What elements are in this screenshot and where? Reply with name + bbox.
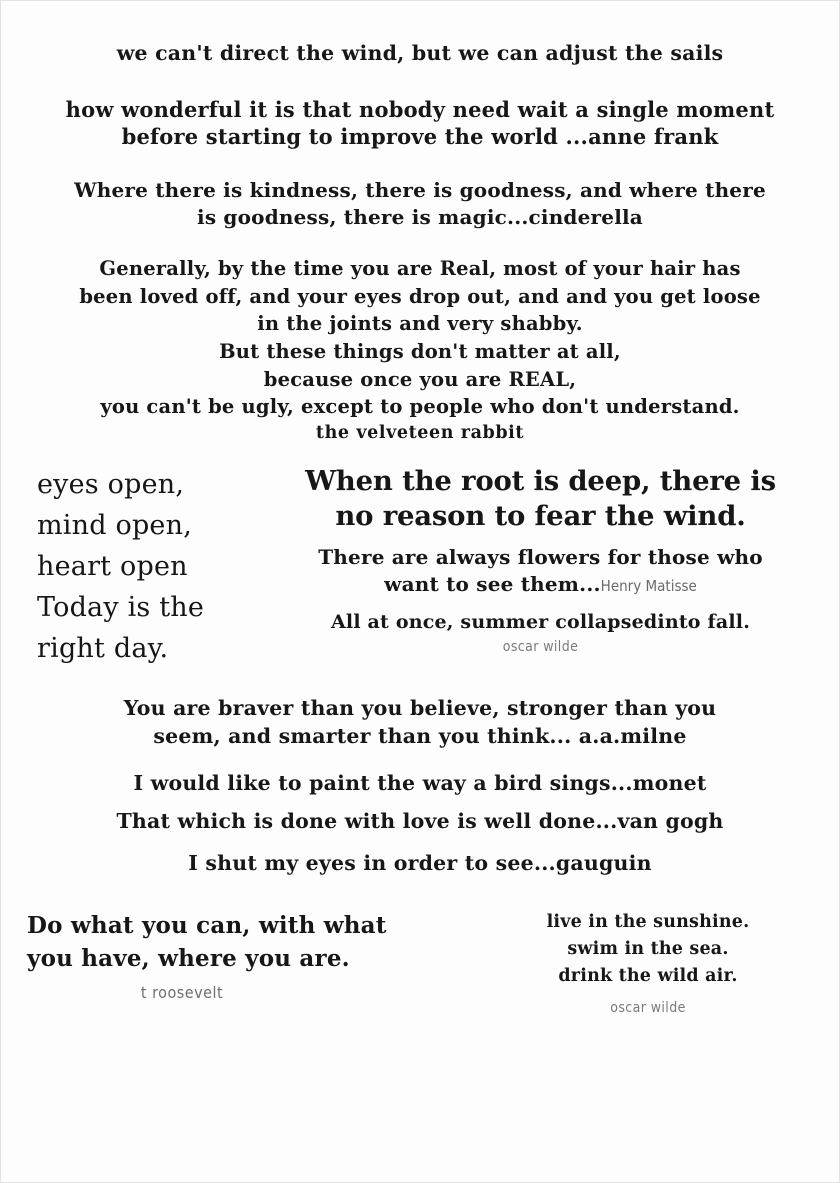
- quote-line: live in the sunshine.: [546, 911, 750, 932]
- middle-right-column: [268, 464, 813, 655]
- quote-line: All at once, summer collapsedinto fall.: [330, 611, 751, 634]
- quote-line: eyes open,: [37, 469, 185, 500]
- quote-line: But these things don't matter at all,: [219, 340, 621, 364]
- quote-line: Today is the: [37, 592, 205, 624]
- quote-line: in the joints and very shabby.: [257, 312, 583, 336]
- quote-monet: [21, 771, 819, 795]
- quote-matisse: [268, 544, 813, 597]
- quote-milne: [21, 695, 819, 750]
- quote-line: right day.: [37, 633, 169, 665]
- quote-attribution: oscar wilde: [610, 999, 686, 1016]
- quote-attribution: oscar wilde: [502, 639, 579, 656]
- quote-line: When the root is deep, there is: [305, 465, 776, 497]
- quote-line: been loved off, and your eyes drop out, and and you get loose: [79, 284, 761, 308]
- quote-velveteen-rabbit: [21, 255, 819, 446]
- quote-line: Where there is kindness, there is goodness, and where there: [74, 178, 766, 203]
- quote-line: I shut my eyes in order to see...gauguin: [188, 850, 652, 875]
- quote-line-text: want to see them...: [384, 571, 601, 596]
- quote-gauguin: [21, 851, 819, 875]
- quote-wilde-sunshine: [483, 909, 813, 1016]
- quote-wind: [21, 41, 819, 66]
- quote-line: how wonderful it is that nobody need wait a single moment: [65, 96, 775, 122]
- quote-root-deep: [268, 464, 813, 534]
- quote-line: heart open: [37, 551, 188, 583]
- quote-line: That which is done with love is well done...van gogh: [116, 808, 724, 833]
- quote-line: swim in the sea.: [567, 938, 729, 959]
- quote-line: You are braver than you believe, stronger than you: [123, 696, 717, 721]
- quote-anne-frank: [21, 96, 819, 151]
- quote-line: no reason to fear the wind.: [335, 500, 746, 533]
- quote-cinderella: [21, 177, 819, 231]
- quote-line: we can't direct the wind, but we can adjust the sails: [116, 41, 724, 65]
- quote-eyes-open: [27, 464, 262, 669]
- middle-two-column-region: [21, 464, 819, 669]
- quote-line: before starting to improve the world ...anne frank: [121, 124, 719, 150]
- quote-line: Generally, by the time you are Real, most of your hair has: [99, 257, 741, 281]
- bottom-two-column-region: [21, 909, 819, 1016]
- quote-line: Do what you can, with what: [27, 911, 387, 939]
- quote-line: There are always flowers for those who: [318, 545, 763, 570]
- quote-line: drink the wild air.: [558, 965, 738, 986]
- quote-line: you have, where you are.: [27, 944, 350, 972]
- quote-summer: [268, 611, 813, 655]
- quote-line: [268, 571, 813, 597]
- quote-van-gogh: [21, 809, 819, 833]
- quote-line: because once you are REAL,: [263, 367, 577, 391]
- quote-attribution: Henry Matisse: [600, 576, 697, 595]
- quote-line: mind open,: [37, 510, 192, 542]
- quote-line: is goodness, there is magic...cinderella: [197, 205, 643, 230]
- quote-line: seem, and smarter than you think... a.a.milne: [153, 723, 687, 748]
- quote-roosevelt: [27, 909, 457, 1003]
- quote-attribution: t roosevelt: [140, 983, 224, 1003]
- quote-line: you can't be ugly, except to people who don't understand.: [100, 395, 740, 419]
- quote-line: I would like to paint the way a bird sings...monet: [133, 770, 707, 795]
- quote-attribution: the velveteen rabbit: [315, 423, 525, 444]
